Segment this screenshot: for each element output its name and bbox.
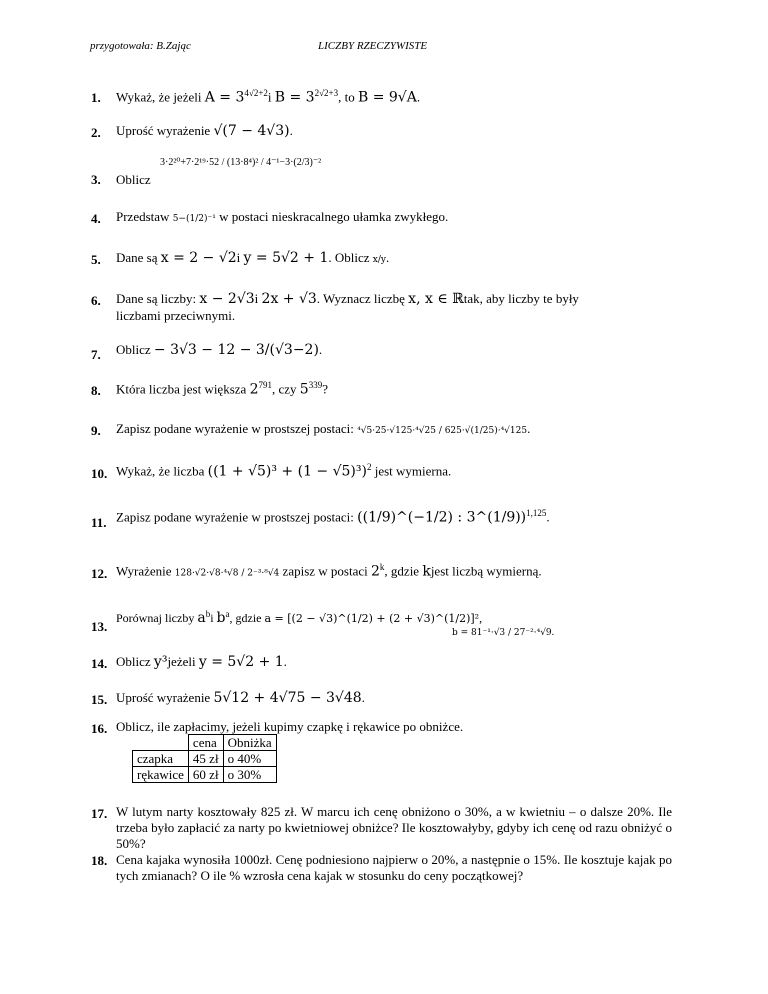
problem-7-number: 7. — [91, 347, 101, 362]
problem-5-number: 5. — [91, 252, 101, 267]
problem-12: Wyrażenie 128·√2·√8·⁴√8 / 2⁻³·⁸√4 zapisz w postaci 2$^k$, gdzie kjest liczbą wymierną. — [116, 562, 542, 580]
problem-2: Uprość wyrażenie √(7 − 4√3). — [116, 123, 293, 139]
cell-discount: o 30% — [223, 767, 276, 783]
problem-5: Dane są x = 2 − √2i y = 5√2 + 1. Oblicz x/y. — [116, 250, 390, 266]
cell-item: rękawice — [133, 767, 189, 783]
problem-9-number: 9. — [91, 423, 101, 438]
problem-14-number: 14. — [91, 656, 108, 671]
problem-18-number: 18. — [91, 853, 108, 868]
problem-1: Wykaż, że jeżeli $A = 3^{4√2+2}i$ $B = 3^{2√2+3}$, to B = 9√A. — [116, 88, 421, 106]
problem-17-number: 17. — [91, 806, 108, 821]
problem-10: Wykaż, że liczba $((1 + √5)^3 + (1 - √5)^3)^2$ jest wymierna. — [116, 462, 452, 480]
problem-4: Przedstaw 5−(1/2)⁻¹ w postaci nieskracalnego ułamka zwykłego. — [116, 209, 449, 224]
table-row — [133, 751, 277, 767]
cell-price: 60 zł — [188, 767, 223, 783]
problem-9: Zapisz podane wyrażenie w prostszej postaci: ⁴√5·25·√125·⁴√25 / 625·√(1/25)·⁴√125. — [116, 421, 531, 436]
problem-12-number: 12. — [91, 566, 108, 581]
problem-6: Dane są liczby: x − 2√3i 2x + √3. Wyznacz liczbę x, x ∈ ℝtak, aby liczby te były — [116, 291, 579, 307]
problem-6-continuation: liczbami przeciwnymi. — [116, 308, 236, 323]
problem-3-expression: 3·2²⁰+7·2¹⁹·52 / (13·8⁴)² / 4⁻¹−3·(2/3)⁻² — [160, 157, 322, 168]
problem-1-number: 1. — [91, 90, 101, 105]
problem-4-number: 4. — [91, 211, 101, 226]
problem-2-number: 2. — [91, 125, 101, 140]
problem-8: Która liczba jest większa $2^{791}$, czy $5^{339}$? — [116, 380, 328, 398]
problem-11: Zapisz podane wyrażenie w prostszej postaci: ((1/9)^(−1/2) : 3^(1/9))$^{1,125}$. — [116, 508, 550, 526]
problem-15-number: 15. — [91, 692, 108, 707]
problem-3-number: 3. — [91, 172, 101, 187]
cell-item: czapka — [133, 751, 189, 767]
cell-price: 45 zł — [188, 751, 223, 767]
problem-15: Uprość wyrażenie 5√12 + 4√75 − 3√48. — [116, 690, 365, 706]
problem-6-number: 6. — [91, 293, 101, 308]
table-row — [133, 767, 277, 783]
column-header-price: cena — [188, 735, 223, 751]
cell-discount: o 40% — [223, 751, 276, 767]
problem-8-number: 8. — [91, 383, 101, 398]
problem-11-number: 11. — [91, 515, 107, 530]
problem-17: W lutym narty kosztowały 825 zł. W marcu ich cenę obniżono o 30%, a w kwietniu – o dalsze 20%. Ile trzeba było zapłacić za narty po kwietniowej obniżce? Ile kosztowałyby, gdyby ich cenę od razu obniżyć o 50%? — [116, 804, 672, 851]
problem-13-number: 13. — [91, 619, 108, 634]
problem-13: Porównaj liczby $a^bi$ $b^a$, gdzie a = [(2 − √3)^(1/2) + (2 + √3)^(1/2)]², — [116, 609, 483, 626]
problem-16: Oblicz, ile zapłacimy, jeżeli kupimy czapkę i rękawice po obniżce. — [116, 719, 464, 734]
problem-7: Oblicz − 3√3 − 12 − 3/(√3−2). — [116, 342, 323, 358]
discount-table — [132, 734, 277, 783]
problem-14: Oblicz y³jeżeli y = 5√2 + 1. — [116, 654, 287, 670]
table-row — [133, 735, 277, 751]
header-author: przygotowała: B.Zając — [90, 40, 191, 52]
problem-18: Cena kajaka wynosiła 1000zł. Cenę podniesiono najpierw o 20%, a następnie o 15%. Ile kosztuje kajak po tych zmianach? O ile % wzrosła cena kajak w stosunku do ceny początkowej? — [116, 852, 672, 883]
header-title: LICZBY RZECZYWISTE — [318, 40, 428, 52]
problem-16-number: 16. — [91, 721, 108, 736]
problem-13-b: b = 81⁻¹·√3 / 27⁻²·⁴√9. — [452, 627, 555, 638]
column-header-discount: Obniżka — [223, 735, 276, 751]
problem-3-label: Oblicz — [116, 172, 151, 187]
problem-10-number: 10. — [91, 466, 108, 481]
